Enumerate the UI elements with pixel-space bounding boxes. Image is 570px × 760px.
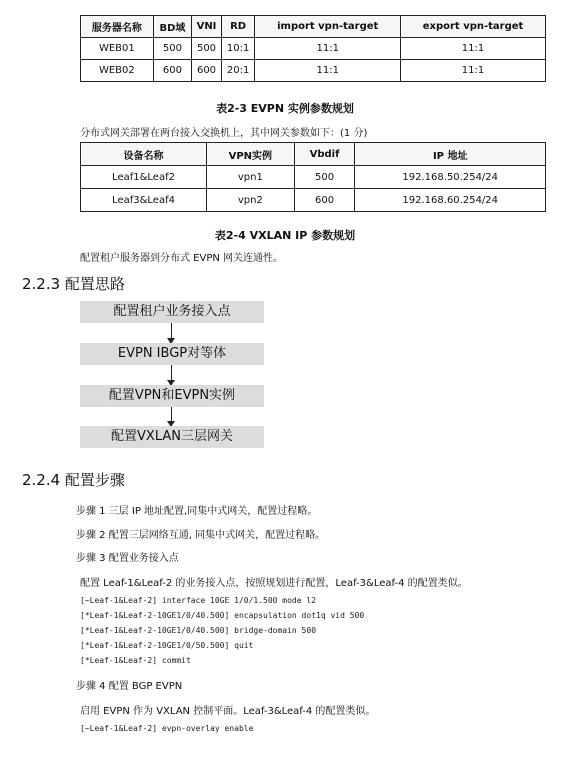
col-vni: VNI [192, 16, 222, 38]
col-device-name: 设备名称 [81, 143, 207, 166]
table-cell: vpn2 [207, 189, 295, 212]
table-cell: 10:1 [221, 38, 254, 60]
code-line: [~Leaf-1&Leaf-2] evpn-overlay enable [80, 724, 254, 733]
table-cell: 500 [153, 38, 191, 60]
table-header-row [81, 16, 546, 38]
col-export-target: export vpn-target [401, 16, 546, 38]
table-row [81, 38, 546, 60]
table-row [81, 166, 546, 189]
flow-step-1: 配置租户业务接入点 [80, 301, 264, 323]
table-cell: 500 [294, 166, 355, 189]
table-cell: 600 [192, 60, 222, 82]
col-ip-address: IP 地址 [355, 143, 546, 166]
col-vpn-instance: VPN实例 [207, 143, 295, 166]
table-cell: 11:1 [255, 60, 401, 82]
table-cell: 500 [192, 38, 222, 60]
table-row [81, 189, 546, 212]
table-cell: WEB02 [81, 60, 154, 82]
flow-step-3: 配置VPN和EVPN实例 [80, 385, 264, 407]
col-rd: RD [221, 16, 254, 38]
table-header-row [81, 143, 546, 166]
code-line: [*Leaf-1&Leaf-2-10GE1/0/40.500] encapsulation dot1q vid 500 [80, 611, 365, 620]
code-line: [*Leaf-1&Leaf-2-10GE1/0/50.500] quit [80, 641, 254, 650]
col-bd: BD域 [153, 16, 191, 38]
col-import-target: import vpn-target [255, 16, 401, 38]
code-line: [*Leaf-1&Leaf-2] commit [80, 656, 191, 665]
code-line: [~Leaf-1&Leaf-2] interface 10GE 1/0/1.500 mode l2 [80, 596, 317, 605]
step-3-description: 配置 Leaf-1&Leaf-2 的业务接入点，按照规划进行配置，Leaf-3&Leaf-4 的配置类似。 [80, 578, 468, 589]
table-cell: 11:1 [255, 38, 401, 60]
col-vbdif: Vbdif [294, 143, 355, 166]
table-caption-2-3: 表2-3 EVPN 实例参数规划 [216, 102, 354, 115]
step-1: 步骤 1 三层 IP 地址配置,同集中式网关，配置过程略。 [76, 506, 318, 517]
step-4-description: 启用 EVPN 作为 VXLAN 控制平面。Leaf-3&Leaf-4 的配置类似。 [80, 706, 376, 717]
table-cell: 20:1 [221, 60, 254, 82]
table-cell: 11:1 [401, 38, 546, 60]
step-4: 步骤 4 配置 BGP EVPN [76, 681, 183, 692]
section-heading-2-2-3: 2.2.3 配置思路 [22, 275, 125, 293]
table-cell: 192.168.60.254/24 [355, 189, 546, 212]
table-cell: 11:1 [401, 60, 546, 82]
table-cell: Leaf1&Leaf2 [81, 166, 207, 189]
evpn-instance-table [80, 15, 546, 82]
table-caption-2-4: 表2-4 VXLAN IP 参数规划 [214, 229, 356, 242]
config-note: 配置租户服务器到分布式 EVPN 网关连通性。 [80, 253, 284, 264]
table-cell: 600 [294, 189, 355, 212]
flow-arrow-icon [171, 365, 172, 385]
table-row [81, 60, 546, 82]
flow-step-4: 配置VXLAN三层网关 [80, 426, 264, 448]
step-3: 步骤 3 配置业务接入点 [76, 553, 179, 564]
gateway-intro-text: 分布式网关部署在两台接入交换机上，其中网关参数如下：(1 分) [80, 128, 368, 139]
table-cell: 600 [153, 60, 191, 82]
col-server-name: 服务器名称 [81, 16, 154, 38]
flow-step-2: EVPN IBGP对等体 [80, 343, 264, 365]
gateway-params-table [80, 142, 546, 212]
table-cell: vpn1 [207, 166, 295, 189]
section-heading-2-2-4: 2.2.4 配置步骤 [22, 471, 125, 489]
table-cell: WEB01 [81, 38, 154, 60]
step-2: 步骤 2 配置三层网络互通, 同集中式网关，配置过程略。 [76, 530, 326, 541]
flow-arrow-icon [171, 407, 172, 426]
table-cell: Leaf3&Leaf4 [81, 189, 207, 212]
flow-arrow-icon [171, 323, 172, 343]
table-cell: 192.168.50.254/24 [355, 166, 546, 189]
code-line: [*Leaf-1&Leaf-2-10GE1/0/40.500] bridge-domain 500 [80, 626, 317, 635]
